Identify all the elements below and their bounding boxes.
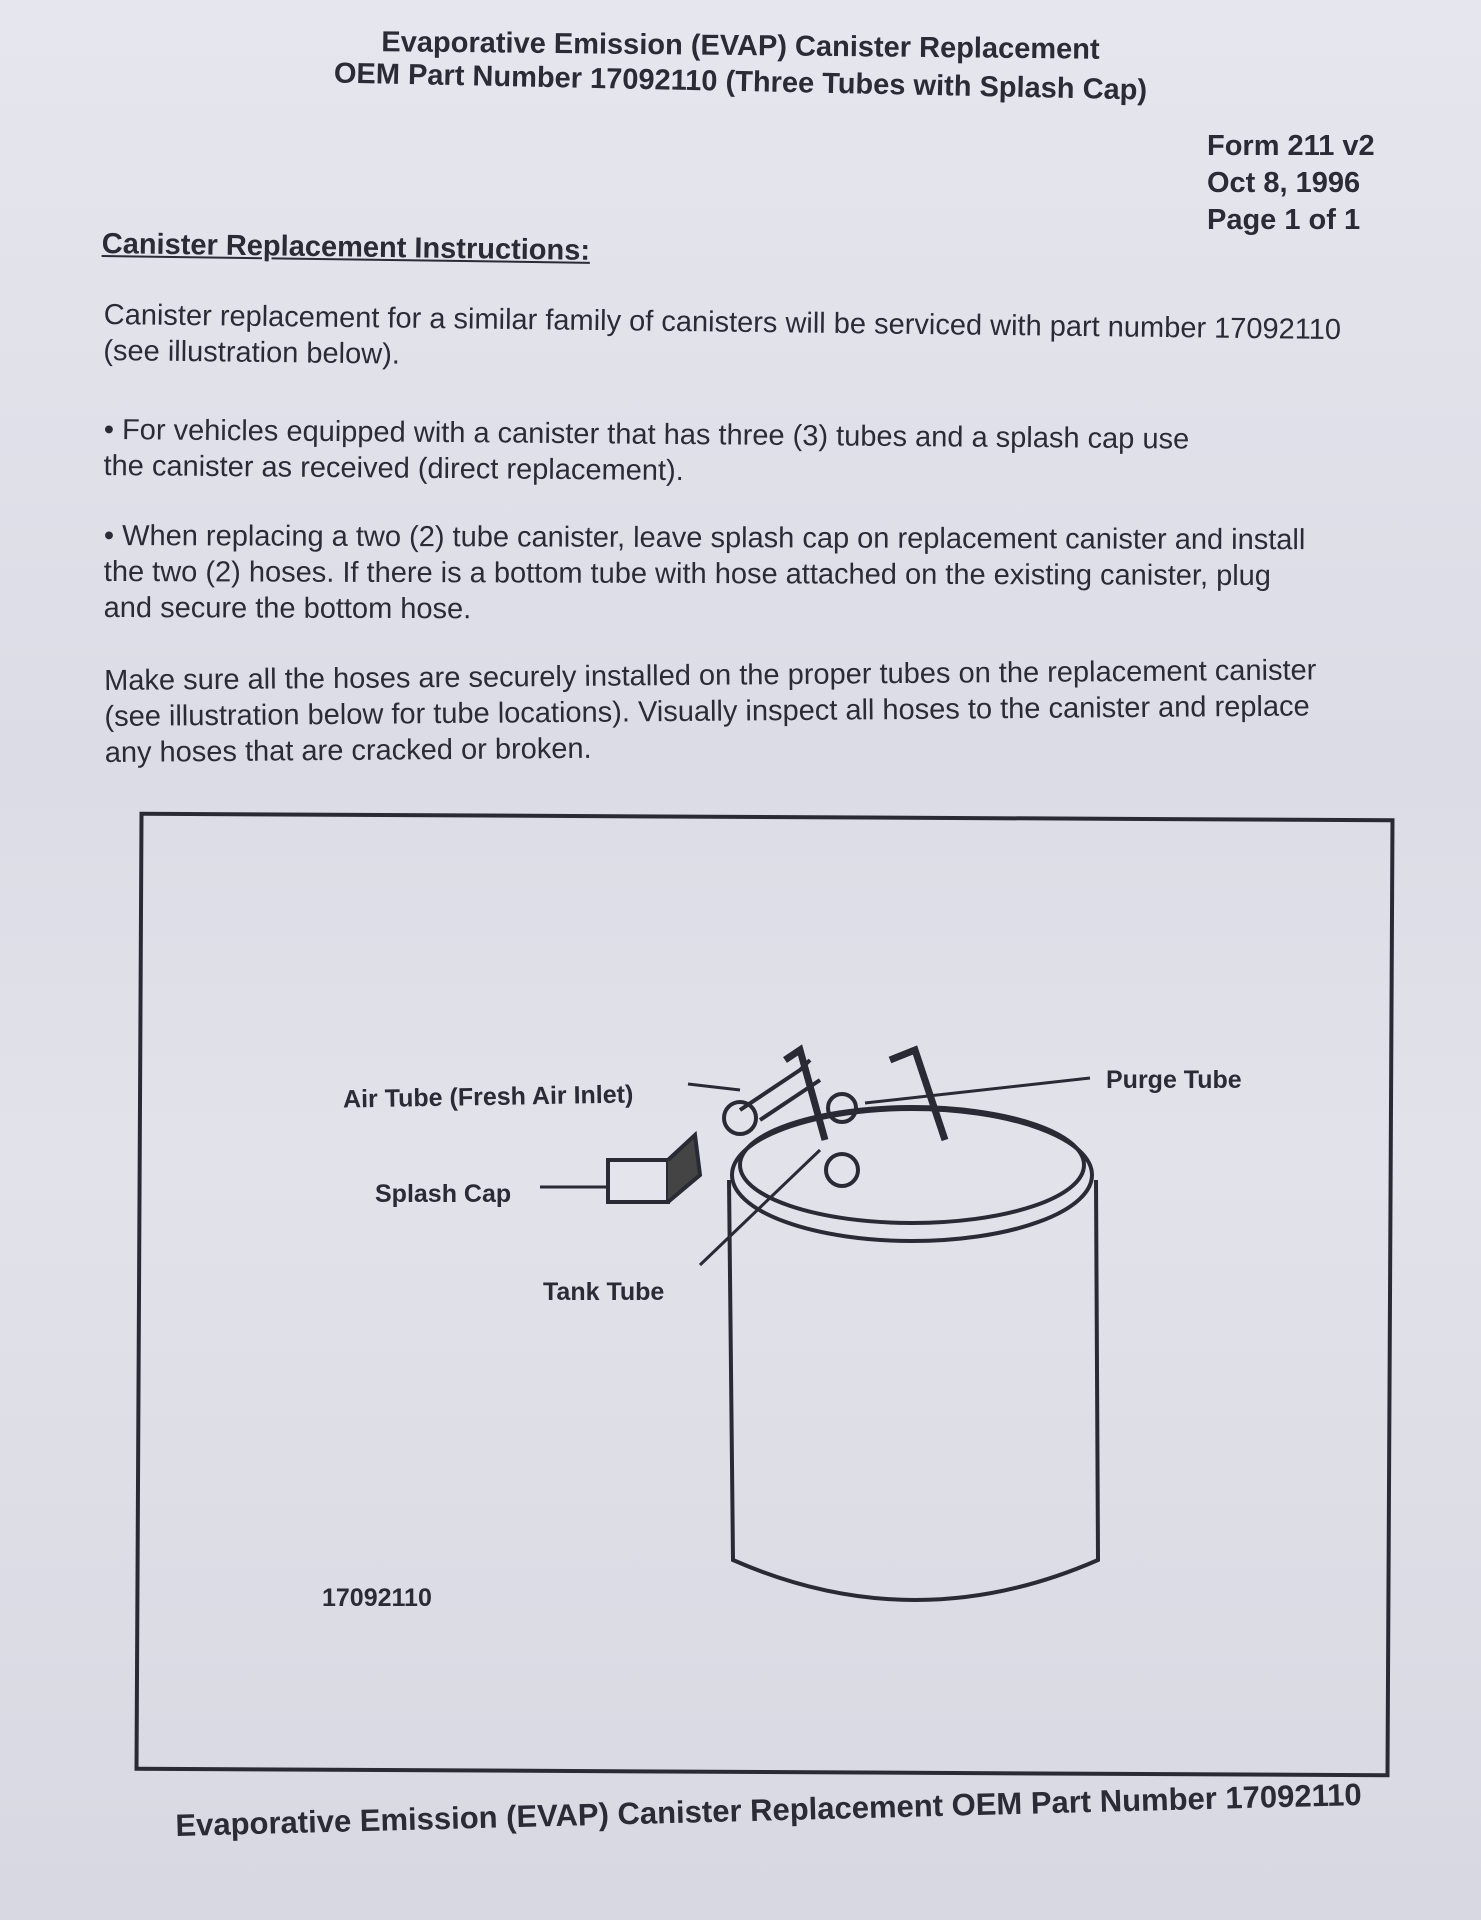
- splash-cap-icon: [608, 1160, 668, 1202]
- tank-tube-label: Tank Tube: [543, 1278, 665, 1306]
- purge-tube-leader: [865, 1078, 1090, 1103]
- section-heading: Canister Replacement Instructions:: [101, 228, 591, 267]
- canister-body: [729, 1180, 1098, 1600]
- paragraph-intro: Canister replacement for a similar family of canisters will be serviced with part number 17092110 (see illustration below).: [103, 298, 1342, 371]
- bullet-two-tube: • When replacing a two (2) tube canister, leave splash cap on replacement canister and install the two (2) hoses. If there is a bottom tube with hose attached on the existing canister, plug and secure the bottom hose.: [103, 520, 1306, 626]
- purge-tube-end: [828, 1094, 856, 1122]
- illustration-caption: Evaporative Emission (EVAP) Canister Replacement OEM Part Number 17092110: [175, 1776, 1363, 1843]
- tank-tube-end: [826, 1154, 858, 1186]
- document-title-line1: Evaporative Emission (EVAP) Canister Replacement: [381, 26, 1100, 66]
- paragraph-inspect: Make sure all the hoses are securely installed on the proper tubes on the replacement canister (see illustration below for tube locations). Visually inspect all hoses to the canister and replace any hoses that are cracked or broken.: [104, 654, 1317, 769]
- air-tube-end: [724, 1102, 756, 1134]
- form-date: Oct 8, 1996: [1207, 167, 1361, 199]
- document-title-line2: OEM Part Number 17092110 (Three Tubes with Splash Cap): [333, 57, 1148, 107]
- page-number: Page 1 of 1: [1207, 204, 1361, 236]
- form-number: Form 211 v2: [1207, 130, 1375, 162]
- illustration-part-number: 17092110: [322, 1584, 432, 1612]
- tank-tube-leader: [700, 1150, 820, 1265]
- splash-cap-label: Splash Cap: [375, 1180, 512, 1208]
- air-tube-leader: [688, 1084, 740, 1090]
- purge-tube-label: Purge Tube: [1106, 1066, 1242, 1094]
- air-tube-label: Air Tube (Fresh Air Inlet): [342, 1080, 634, 1114]
- splash-cap-side: [668, 1135, 700, 1202]
- bullet-three-tube: • For vehicles equipped with a canister that has three (3) tubes and a splash cap use the canister as received (direct replacement).: [103, 413, 1190, 488]
